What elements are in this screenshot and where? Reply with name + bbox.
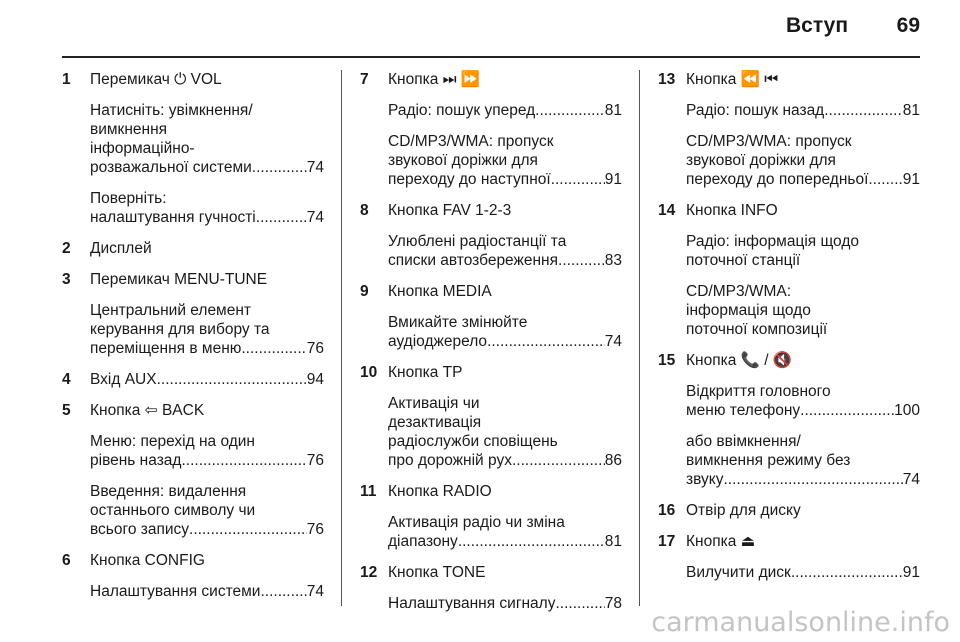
dot-leader: [791, 563, 903, 582]
item-description: [686, 132, 920, 189]
item-number: 8: [360, 202, 369, 219]
description-line: вимкнення: [90, 121, 168, 138]
description-line: останнього символу чи: [90, 502, 256, 519]
item-label: Отвір для диску: [686, 502, 801, 519]
description-line: Вмикайте змінюйте: [388, 314, 528, 331]
index-entry-line: [686, 470, 920, 489]
item-number: 14: [658, 202, 676, 219]
item-description: [686, 232, 920, 270]
entry-text: Вхід AUX: [90, 371, 157, 388]
dot-leader: [241, 339, 306, 358]
index-entry-line: [686, 401, 920, 420]
item-description: [388, 313, 622, 351]
dot-leader: [800, 401, 894, 420]
column-left: [62, 70, 324, 613]
dot-leader: [512, 451, 605, 470]
description-line: інформаційно-: [90, 140, 195, 157]
item-description: [388, 513, 622, 551]
description-line: Активація чи: [388, 395, 480, 412]
index-entry-line: [90, 339, 324, 358]
legend-item: [62, 370, 324, 389]
item-number: 2: [62, 240, 71, 257]
page-header: [0, 0, 960, 62]
description-line: Активація радіо чи зміна: [388, 514, 565, 531]
item-number: 5: [62, 402, 71, 419]
item-description: [686, 382, 920, 420]
item-label: Кнопка RADIO: [388, 483, 492, 500]
item-label: Кнопка CONFIG: [90, 552, 205, 569]
item-number: 16: [658, 502, 676, 519]
page-reference: 78: [604, 595, 622, 612]
dot-leader: [868, 170, 902, 189]
page-reference: 74: [306, 583, 324, 600]
item-number: 13: [658, 71, 676, 88]
legend-item: [658, 201, 920, 339]
entry-text: переходу до наступної: [388, 171, 551, 188]
page-reference: 74: [604, 333, 622, 350]
item-label: Кнопка TONE: [388, 564, 486, 581]
item-label: Дисплей: [90, 240, 152, 257]
index-entry-line: [686, 563, 920, 582]
legend-item: [62, 551, 324, 601]
index-entry-line: [388, 170, 622, 189]
description-line: керування для вибору та: [90, 321, 270, 338]
entry-text: списки автозбереження: [388, 252, 559, 269]
legend-item: [658, 501, 920, 520]
item-description: [90, 101, 324, 177]
watermark: carmanualsonline.info: [651, 607, 950, 638]
page-reference: 91: [902, 564, 920, 581]
item-description: [686, 432, 920, 489]
dot-leader: [181, 451, 306, 470]
index-entry-line: [388, 251, 622, 270]
page-reference: 91: [902, 171, 920, 188]
page-reference: 76: [306, 452, 324, 469]
entry-text: про дорожній рух: [388, 452, 512, 469]
page-reference: 81: [902, 102, 920, 119]
description-line: Улюблені радіостанції та: [388, 233, 567, 250]
item-description: [90, 482, 324, 539]
page-reference: 81: [604, 533, 622, 550]
item-description: [388, 132, 622, 189]
item-number: 4: [62, 371, 71, 388]
page-reference: 100: [894, 402, 920, 419]
description-line: звукової доріжки для: [686, 152, 836, 169]
page-reference: 94: [306, 371, 324, 388]
legend-item: [360, 70, 622, 189]
entry-text: переміщення в меню: [90, 340, 242, 357]
page-reference: 91: [604, 171, 622, 188]
dot-leader: [256, 208, 307, 227]
index-entry-line: [388, 101, 622, 120]
dot-leader: [252, 158, 307, 177]
item-number: 17: [658, 533, 676, 550]
page-reference: 86: [604, 452, 622, 469]
column-divider: [639, 70, 640, 606]
item-number: 11: [360, 483, 377, 500]
index-entry-line: [90, 582, 324, 601]
item-description: [90, 582, 324, 601]
description-line: CD/MP3/WMA: пропуск: [686, 133, 852, 150]
legend-item: [62, 239, 324, 258]
item-label: Кнопка TP: [388, 364, 463, 381]
entry-text: всього запису: [90, 521, 190, 538]
item-number: 10: [360, 364, 378, 381]
description-line: Радіо: інформація щодо: [686, 233, 859, 250]
item-label: Кнопка ⇦ BACK: [90, 402, 205, 419]
item-number: 6: [62, 552, 71, 569]
item-label: Кнопка ⏪ ⏮: [686, 71, 779, 88]
description-line: CD/MP3/WMA: пропуск: [388, 133, 554, 150]
item-description: [388, 594, 622, 613]
index-entry-line: [90, 451, 324, 470]
dot-leader: [487, 332, 605, 351]
item-number: 9: [360, 283, 369, 300]
dot-leader: [458, 532, 605, 551]
legend-item: [658, 70, 920, 189]
dot-leader: [260, 582, 306, 601]
entry-text: аудіоджерело: [388, 333, 488, 350]
page-reference: 83: [604, 252, 622, 269]
legend-item: [360, 282, 622, 351]
entry-text: налаштування гучності: [90, 209, 256, 226]
page-reference: 74: [306, 159, 324, 176]
description-line: інформація щодо: [686, 302, 811, 319]
index-entry-line: [686, 101, 920, 120]
description-line: Центральний елемент: [90, 302, 251, 319]
legend-item: [360, 563, 622, 613]
description-line: або ввімкнення/: [686, 433, 801, 450]
description-line: радіослужби сповіщень: [388, 433, 558, 450]
item-label: Кнопка ⏏: [686, 533, 756, 550]
page-reference: 74: [306, 209, 324, 226]
section-title: Вступ: [785, 14, 848, 37]
legend-item: [360, 482, 622, 551]
item-description: [90, 432, 324, 470]
dot-leader: [189, 520, 307, 539]
legend-item: [360, 363, 622, 470]
description-line: Натисніть: увімкнення/: [90, 102, 253, 119]
index-entry-line: [90, 370, 324, 389]
item-number: 7: [360, 71, 369, 88]
item-number: 1: [62, 71, 71, 88]
legend-item: [658, 532, 920, 582]
legend-item: [658, 351, 920, 489]
description-line: Меню: перехід на один: [90, 433, 255, 450]
entry-text: рівень назад: [90, 452, 182, 469]
item-number: 15: [658, 352, 676, 369]
item-number: 3: [62, 271, 71, 288]
page-number: 69: [896, 14, 920, 37]
description-line: CD/MP3/WMA:: [686, 283, 792, 300]
description-line: дезактивація: [388, 414, 482, 431]
item-description: [388, 232, 622, 270]
dot-leader: [551, 170, 605, 189]
legend-item: [62, 270, 324, 358]
page-reference: 74: [902, 471, 920, 488]
entry-text: розважальної системи: [90, 159, 252, 176]
item-label: Кнопка ⏭ ⏩: [388, 71, 481, 88]
page-reference: 76: [306, 521, 324, 538]
column-right: [658, 70, 920, 594]
index-entry-line: [388, 532, 622, 551]
legend-item: [62, 401, 324, 539]
page-reference: 76: [306, 340, 324, 357]
item-description: [388, 394, 622, 470]
item-description: [686, 282, 920, 339]
index-entry-line: [388, 594, 622, 613]
legend-item: [62, 70, 324, 227]
dot-leader: [723, 470, 902, 489]
item-label: Перемикач ⏻ VOL: [90, 71, 222, 88]
entry-text: Радіо: пошук уперед: [388, 102, 536, 119]
item-label: Кнопка FAV 1-2-3: [388, 202, 512, 219]
index-entry-line: [90, 208, 324, 227]
description-line: Відкриття головного: [686, 383, 831, 400]
description-line: поточної станції: [686, 252, 801, 269]
item-label: Кнопка INFO: [686, 202, 778, 219]
entry-text: Налаштування системи: [90, 583, 261, 600]
column-divider: [341, 70, 342, 606]
index-entry-line: [90, 158, 324, 177]
item-description: [90, 301, 324, 358]
item-description: [686, 101, 920, 120]
dot-leader: [555, 594, 604, 613]
item-description: [686, 563, 920, 582]
item-label: Кнопка 📞 / 🔇: [686, 352, 793, 369]
index-entry-line: [388, 332, 622, 351]
entry-text: діапазону: [388, 533, 458, 550]
description-line: Поверніть:: [90, 190, 167, 207]
item-number: 12: [360, 564, 378, 581]
description-line: звукової доріжки для: [388, 152, 538, 169]
item-label: Перемикач MENU-TUNE: [90, 271, 268, 288]
legend-item: [360, 201, 622, 270]
dot-leader: [535, 101, 605, 120]
entry-text: звуку: [686, 471, 724, 488]
page-reference: 81: [604, 102, 622, 119]
item-label: Кнопка MEDIA: [388, 283, 492, 300]
item-description: [90, 189, 324, 227]
dot-leader: [824, 101, 903, 120]
description-line: вимкнення режиму без: [686, 452, 851, 469]
entry-text: Радіо: пошук назад: [686, 102, 825, 119]
entry-text: Налаштування сигналу: [388, 595, 556, 612]
description-line: поточної композиції: [686, 321, 828, 338]
entry-text: переходу до попередньої: [686, 171, 869, 188]
index-entry-line: [388, 451, 622, 470]
dot-leader: [558, 251, 605, 270]
description-line: Введення: видалення: [90, 483, 247, 500]
entry-text: меню телефону: [686, 402, 801, 419]
header-rule: [62, 56, 920, 58]
index-entry-line: [686, 170, 920, 189]
item-description: [388, 101, 622, 120]
dot-leader: [157, 370, 307, 389]
column-middle: [360, 70, 622, 625]
index-entry-line: [90, 520, 324, 539]
entry-text: Вилучити диск: [686, 564, 791, 581]
